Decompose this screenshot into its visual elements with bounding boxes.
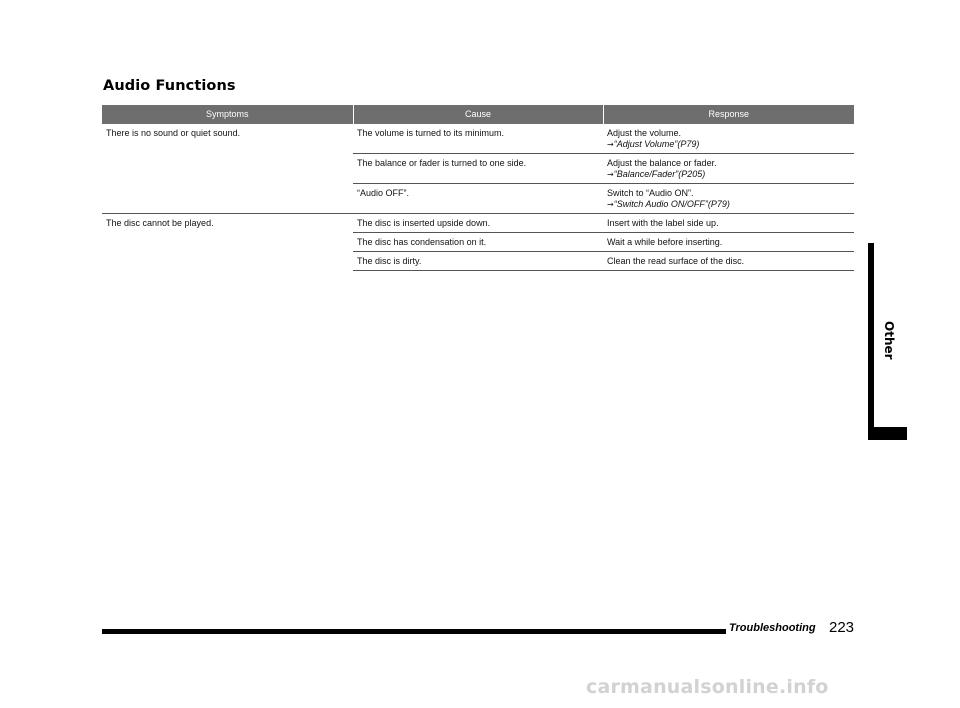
troubleshooting-table [102, 105, 854, 271]
page-number: 223 [829, 619, 855, 636]
header-cause: Cause [353, 105, 603, 124]
footer-rule [102, 629, 726, 634]
arrow-icon: → [607, 140, 614, 149]
response-cell [603, 124, 854, 154]
reference-text: “Switch Audio ON/OFF”(P79) [613, 199, 730, 209]
reference-text: “Balance/Fader”(P205) [613, 169, 706, 179]
response-text: Switch to “Audio ON”. [607, 188, 694, 198]
response-text: Adjust the balance or fader. [607, 158, 717, 168]
response-text: Adjust the volume. [607, 128, 682, 138]
table-row [102, 124, 854, 154]
section-title: Audio Functions [103, 78, 236, 94]
page-reference-link[interactable] [607, 199, 850, 210]
page-reference-link[interactable] [607, 169, 850, 180]
side-tab-label[interactable]: Other [882, 320, 896, 360]
side-tab-bar [868, 243, 874, 440]
symptom-cell: There is no sound or quiet sound. [106, 128, 241, 138]
response-cell: Clean the read surface of the disc. [603, 252, 854, 271]
footer-section-label: Troubleshooting [729, 622, 816, 634]
response-cell: Wait a while before inserting. [603, 233, 854, 252]
side-tab-foot [868, 427, 907, 440]
response-cell: Insert with the label side up. [603, 214, 854, 233]
watermark: carmanualsonline.info [586, 676, 829, 698]
reference-text: “Adjust Volume”(P79) [613, 139, 700, 149]
cause-cell: The disc is dirty. [353, 252, 603, 271]
cause-cell: The disc has condensation on it. [353, 233, 603, 252]
response-cell [603, 184, 854, 214]
page-reference-link[interactable] [607, 139, 850, 150]
cause-cell: The balance or fader is turned to one side. [353, 154, 603, 184]
response-cell [603, 154, 854, 184]
table-row [102, 214, 854, 233]
cause-cell: The disc is inserted upside down. [353, 214, 603, 233]
symptom-cell: The disc cannot be played. [102, 214, 353, 271]
table-header-row [102, 105, 854, 124]
cause-cell: “Audio OFF”. [353, 184, 603, 214]
cause-cell: The volume is turned to its minimum. [357, 128, 505, 138]
arrow-icon: → [607, 200, 614, 209]
header-symptoms: Symptoms [102, 105, 353, 124]
arrow-icon: → [607, 170, 614, 179]
header-response: Response [603, 105, 854, 124]
